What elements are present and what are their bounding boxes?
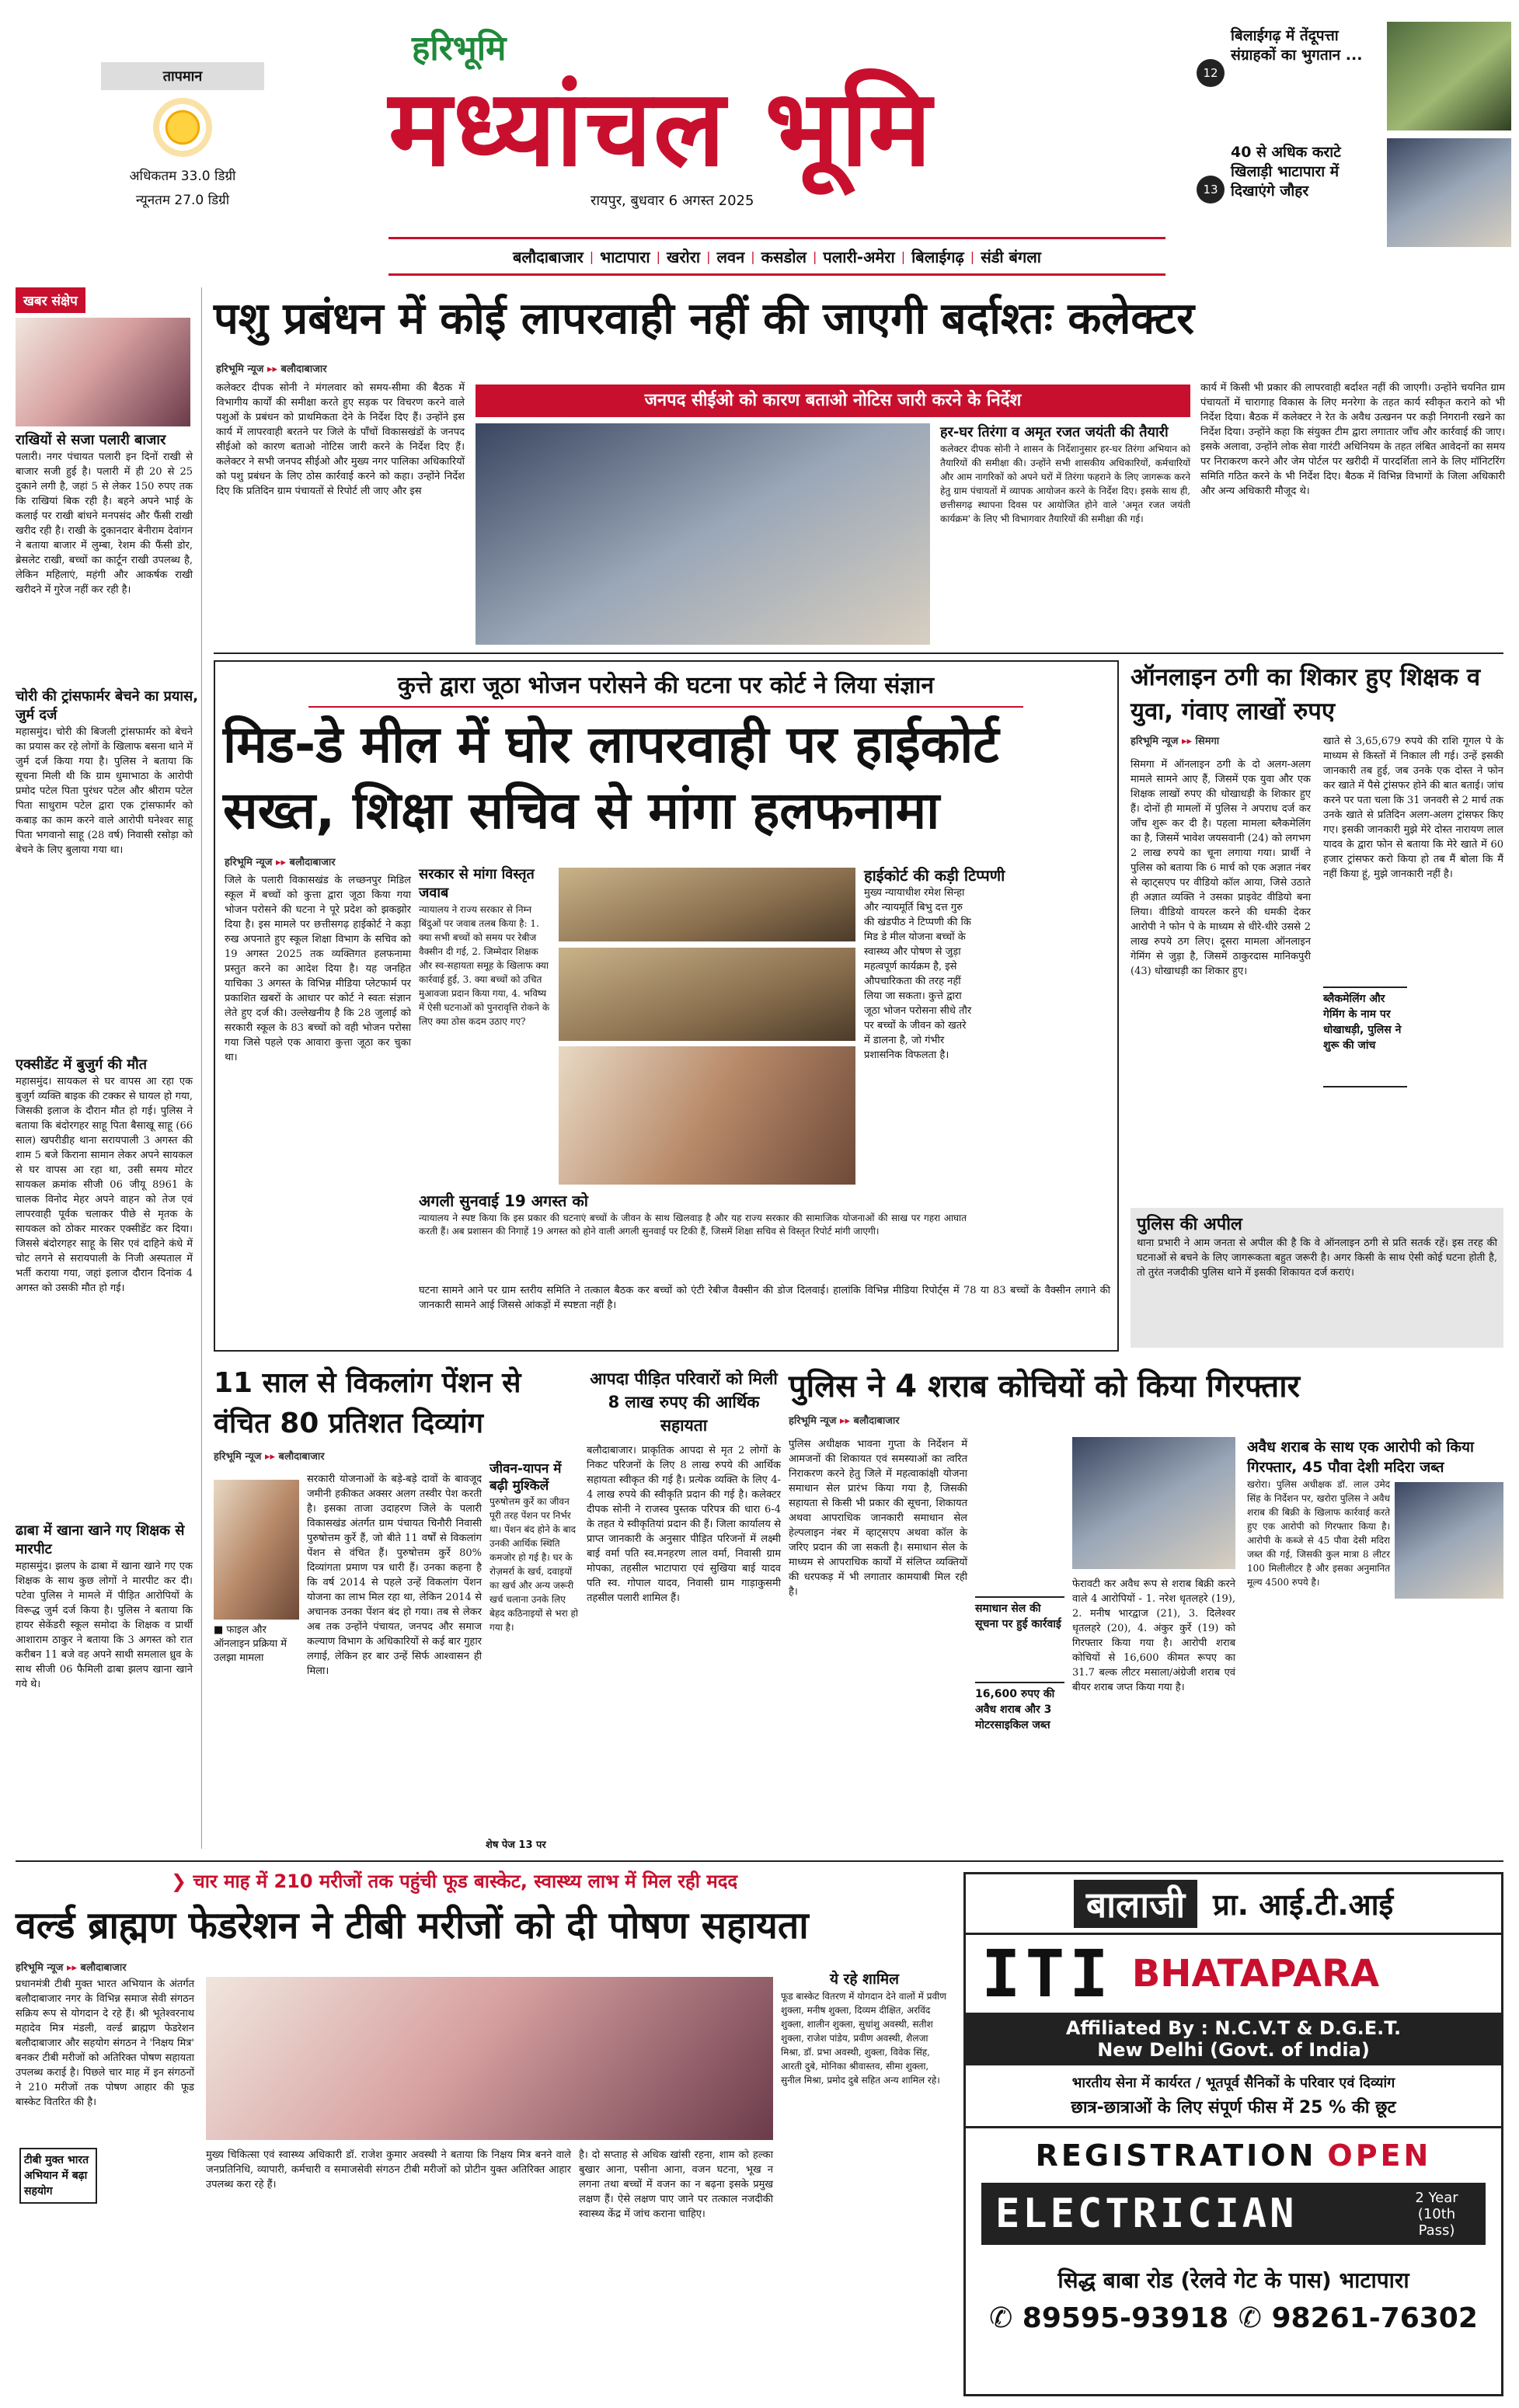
- relief-body: बलौदाबाजार। प्राकृतिक आपदा से मृत 2 लोगों के निकट परिजनों के लिए 8 लाख रुपये की आर्थिक सहायता स्वीकृत की गई है। प्रत्येक व्यक्ति के लिए 4-4 लाख रुपये की स्वीकृति प्रदान की गई है। कलेक्टर दीपक सोनी ने राजस्व पुस्तक परिपत्र की धारा 6-4 के तहत ये स्वीकृतियां प्रदान की हैं। जिला कार्यालय से प्राप्त जानकारी के अनुसार पीड़ित परिजनों में लक्ष्मी बाई वर्मा पति स्व.मनहरण लाल वर्मा, निवासी ग्राम मोपका, तहसील भाटापारा एवं सुखिया बाई यादव पति स्व. गोपाल यादव, निवासी ग्राम गाड़ाकुसमी तहसील पलारी शामिल हैं।: [587, 1445, 785, 1604]
- teaser-2[interactable]: [1197, 138, 1511, 251]
- tb-kicker: [171, 1868, 948, 1894]
- pension-box-body: पुरुषोत्तम कुर्रे का जीवन पूरी तरह पेंशन पर निर्भर था। पेंशन बंद होने के बाद उनकी आर्थिक स्थिति कमजोर हो गई है। घर के रोज़मर्रा के खर्च, दवाइयों का खर्च और अन्य जरूरी खर्च चलाना उनके लिए बेहद कठिनाइयों से भरा हो गया है।: [489, 1496, 581, 1633]
- brief-body: महासमुंद। चोरी की बिजली ट्रांसफार्मर को बेचने का प्रयास कर रहे लोगों के खिलाफ बसना थाने में जुर्म दर्ज किया गया है। पुलिस ने बताया कि सूचना मिली थी कि ग्राम धुमाभाठा के आरोपी प्रमोद पटेल पिता पुरंधर पटेल और श्रीराम पटेल पिता साधुराम पटेल द्वारा एक ट्रांसफार्मर को कबाड़ का काम करने वाले आरोपी घनेश्वर साहू पिता भगवानो साहू (28 वर्ष) निवासी रसोड़ा को बेचने के लिए बुलाया गया था।: [16, 726, 197, 856]
- ad-offer-1: भारतीय सेना में कार्यरत / भूतपूर्व सैनिकों के परिवार एवं दिव्यांग: [1071, 2075, 1395, 2091]
- pension-life-box: [489, 1460, 579, 1841]
- ad-phones: [966, 2302, 1501, 2334]
- teaser-1[interactable]: [1197, 22, 1511, 134]
- tb-list-box: [781, 1969, 948, 2389]
- lead-body-right: कार्य में किसी भी प्रकार की लापरवाही बर्दाश्त नहीं की जाएगी। उन्होंने चयनित ग्राम पंचायतों में चारागाह विकास के लिए मनरेगा के तहत कार्य स्वीकृत कराने को भी निर्देश दिया। बैठक में कलेक्टर ने रेत के अवैध उत्खनन पर कड़ी निगरानी रखने का निर्देश दिया। उन्होंने कहा कि संयुक्त टीम द्वारा लगातार जाँच और कार्रवाई की जाए। इसके अलावा, उन्होंने लोक सेवा गारंटी अधिनियम के तहत लंबित आवेदनों का समय पर निराकरण करने और जेम पोर्टल पर खरीदी में पारदर्शिता लाने के लिए मॉनिटरिंग समिति गठित करने के भी निर्देश दिए। बैठक में विभिन्न विभागों के जिला अधिकारी और अन्य अधिकारी मौजूद थे।: [1200, 382, 1509, 497]
- news-brief-sidebar: [16, 287, 202, 1849]
- tb-byline: हरिभूमि न्यूज ▸▸ बलौदाबाजार: [16, 1962, 127, 1974]
- police-photo: [1395, 1482, 1503, 1599]
- byline-place: बलौदाबाजार: [278, 1451, 325, 1463]
- weather-box: [101, 62, 264, 233]
- liquor-side-story: [1247, 1437, 1503, 1849]
- school-kitchen-photo: [559, 1046, 855, 1185]
- tb-pull-quote: टीबी मुक्त भारत अभियान में बढ़ा सहयोग: [19, 2148, 97, 2204]
- midday-box-body: न्यायालय ने राज्य सरकार से निम्न बिंदुओं पर जवाब तलब किया है: 1. क्या सभी बच्चों को समय पर रेबीज वैक्सीन दी गई, 2. जिम्मेदार शिक्षक और स्व-सहायता समूह के खिलाफ क्या कार्रवाई हुई, 3. क्या बच्चों को उचित मुआवजा प्रदान किया गया, 4. भविष्य में ऐसी घटनाओं को पुनरावृत्ति रोकने के लिए क्या ठोस कदम उठाए गए?: [419, 904, 552, 1027]
- lead-body-1: कलेक्टर दीपक सोनी ने मंगलवार को समय-सीमा की बैठक में विभागीय कार्यों की समीक्षा करते हुए सड़क पर विचरण करने वाले पशुओं के प्रबंधन को प्राथमिकता देने के निर्देश दिए हैं। उन्होंने इस कार्य में लापरवाही बरतने पर जिले के पाँचों विकासखंडों के जनपद सीईओ को कारण बताओ नोटिस जारी करने के निर्देश दिए हैं। कलेक्टर ने सभी जनपद सीईओ और मुख्य नगर पालिका अधिकारियों को पशु प्रबंधन के लिए ठोस कार्रवाई करने को कहा। उन्होंने निर्देश दिए कि प्रतिदिन ग्राम पंचायतों से रिपोर्ट ली जाए और इस: [216, 382, 469, 497]
- masthead-title: मध्यांचल भूमि: [388, 66, 933, 190]
- chevron-down-icon: ❯: [171, 1870, 193, 1892]
- iti-advertisement[interactable]: [963, 1872, 1503, 2396]
- midday-question-box: [419, 865, 551, 1184]
- tb-side-col: है। दो सप्ताह से अधिक खांसी रहना, शाम को हल्का बुखार आना, पसीना आना, वजन घटना, भूख न लगना तथा बच्चों में वजन का न बढ़ना इसके प्रमुख लक्षण हैं। ऐसे लक्षण पाए जाने पर तत्काल नजदीकी स्वास्थ्य केंद्र में जांच कराना चाहिए।: [579, 2149, 777, 2220]
- dateline: रायपुर, बुधवार 6 अगस्त 2025: [591, 193, 754, 209]
- brief-body: महासमुंद। सायकल से घर वापस आ रहा एक बुजुर्ग व्यक्ति बाइक की टक्कर से घायल हो गया, जिसकी इलाज के दौरान मौत हो गई। पुलिस ने बताया कि बंदोरगहर साहू पिता बैसाखू साहू (66 साल) खपरीडीह थाना सरायपाली 3 अगस्त की शाम 5 बजे किराना सामान लेकर अपने सायकल से घर वापस आ रहा था, उसी समय मोटर सायकल क्रमांक सीजी 06 जीयू 8961 के चालक विनोद मेहर अपने वाहन को तेज एवं लापरवाही पूर्वक चलाकर पीछे से मृतक के सायकल को ठोकर मारकर एक्सीडेंट कर दिया। जिससे बंदोरगहर साहू के सिर एवं दाहिने कंधे में चोट लगने से सरायपाली के निजी अस्पताल में भर्ती कराया गया, जहां इलाज दौरान दिनांक 4 अगस्त को उसकी मौत हो गई।: [16, 1076, 197, 1294]
- ad-offer-2: छात्र-छात्राओं के लिए संपूर्ण फीस में 25 % की छूट: [1071, 2098, 1396, 2117]
- midday-story: [214, 660, 1119, 1352]
- relief-headline: आपदा पीड़ित परिवारों को मिली 8 लाख रुपए की आर्थिक सहायता: [590, 1369, 778, 1435]
- liquor-body: पुलिस अधीक्षक भावना गुप्ता के निर्देशन में आमजनों की शिकायत एवं समस्याओं का त्वरित निराकरण करने हेतु जिले में महत्वाकांक्षी योजना समाधान सेल प्रारंभ किया गया है, जिसकी सहायता से किसी भी प्रकार की सूचना, शिकायत अथवा आपराधिक जानकारी समाधान सेल हेल्पलाइन नंबर में व्हाट्सएप अथवा कॉल के जरिए प्रदान की जा सकती है। समाधान सेल के माध्यम से आपराधिक कार्यों में संलिप्त व्यक्तियों की धरपकड़ में भी लगातार कामयाबी मिल रही है।: [789, 1439, 971, 1598]
- liquor-story: [789, 1363, 1503, 1853]
- ad-name-suffix: प्रा. आई.टी.आई: [1213, 1887, 1394, 1922]
- nav-item[interactable]: बिलाईगढ़: [911, 247, 964, 266]
- pension-caption: [214, 1623, 299, 1665]
- byline-place: बलौदाबाजार: [289, 857, 336, 868]
- midday-body-1: जिले के पलारी विकासखंड के लच्छनपुर मिडिल स्कूल में बच्चों को कुत्ता द्वारा जूठा किया गया भोजन परोसने की घटना ने पूरे प्रदेश को झकझोर दिया है। इस मामले पर छत्तीसगढ़ हाईकोर्ट ने कड़ा रुख अपनाते हुए स्कूल शिक्षा विभाग के सचिव को 19 अगस्त 2025 तक व्यक्तिगत हलफनामा प्रस्तुत करने का आदेश दिया है। यह जनहित याचिका 3 अगस्त के विभिन्न मीडिया प्लेटफार्म पर प्रकाशित खबरों के आधार पर कोर्ट ने स्वतः संज्ञान लेते हुए दर्ज की। उल्लेखनीय है कि 28 जुलाई को सरकारी स्कूल के 83 बच्चों को वही भोजन परोसा गया जिसे पहले एक आवारा कुत्ता जूठा कर चुका था।: [225, 875, 415, 1063]
- next-hearing-body: न्यायालय ने स्पष्ट किया कि इस प्रकार की घटनाएं बच्चों के जीवन के साथ खिलवाड़ है और यह राज्य सरकार की सामाजिक योजनाओं की साख पर गहरा आघात करती हैं। अब प्रशासन की निगाहें 19 अगस्त को होने वाली अगली सुनवाई पर टिकी हैं, जिसमें शिक्षा सचिव से विस्तृत रिपोर्ट मांगी जाएगी।: [419, 1213, 970, 1237]
- masthead: [388, 23, 1134, 233]
- nav-item[interactable]: लवन: [716, 247, 745, 266]
- byline-source: हरिभूमि न्यूज: [214, 1451, 262, 1463]
- arrest-photo: [1072, 1437, 1235, 1569]
- byline-source: हरिभूमि न्यूज: [1131, 736, 1179, 747]
- pension-box-title: जीवन-यापन में बढ़ी मुश्किलें: [489, 1461, 562, 1494]
- relief-story: [587, 1367, 785, 1853]
- brief-body: पलारी। नगर पंचायत पलारी इन दिनों राखी से बाजार सजी हुई है। पलारी में ही 20 से 25 दुकाने लगी है, जहां 5 से लेकर 150 रुपए तक कि राखियां बिक रही है। बहने अपने भाई के कलाई पर राखी बांधने मनपसंद और फैंसी राखी खरीद रही है। राखी के दुकानदार बेनीराम देवांगन ने बताया बाजार में लुम्बा, रेशम की फैंसी डोर, ब्रेसलेट राखी, बच्चों का कार्टून राखी उपलब्ध है, लेकिन महिलाएं, महंगी और आकर्षक राखी खरीदने में गुरेज नहीं कर रही है।: [16, 451, 197, 596]
- midday-foot: घटना सामने आने पर ग्राम स्तरीय समिति ने तत्काल बैठक कर बच्चों को एंटी रेबीज वैक्सीन की डोज दिलवाई। हालांकि विभिन्न मीडिया रिपोर्ट्स में 78 या 83 बच्चों के वैक्सीन लगाने की जानकारी सामने आई जिससे आंकड़ों में स्पष्टता नहीं है।: [419, 1285, 1114, 1311]
- tb-headline: वर्ल्ड ब्राह्मण फेडरेशन ने टीबी मरीजों को दी पोषण सहायता: [16, 1904, 809, 1947]
- lead-band: जनपद सीईओ को कारण बताओ नोटिस जारी करने के निर्देश: [476, 385, 1190, 417]
- nav-item[interactable]: खरोरा: [666, 247, 701, 266]
- byline-place: बलौदाबाजार: [853, 1415, 900, 1427]
- sidebar-label: खबर संक्षेप: [16, 287, 85, 313]
- dog-photo: [559, 948, 855, 1041]
- rakhi-photo: [16, 318, 190, 426]
- pension-body: सरकारी योजनाओं के बड़े-बड़े दावों के बावजूद जमीनी हकीकत अक्सर अलग तस्वीर पेश करती है। इसका ताजा उदाहरण जिले के पलारी विकासखंड अंतर्गत ग्राम पंचायत चिनौरी निवासी पुरुषोत्तम कुर्रे हैं, जो बीते 11 वर्षों से विकलांग पेंशन से वंचित हैं। पुरुषोत्तम कुर्रे 80% दिव्यांगता प्रमाण पत्र धारी हैं। उनका कहना है कि वर्ष 2014 से पहले उन्हें विकलांग पेंशन योजना का लाभ मिल रहा था, लेकिन 2014 से अचानक उनका पेंशन बंद हो गया। तब से लेकर अब तक उन्होंने पंचायत, जनपद और समाज कल्याण विभाग के अधिकारियों से कई बार गुहार लगाई, लेकिन हर बार उन्हें सिर्फ आश्वासन ही मिला।: [307, 1474, 486, 1677]
- byline-place: बलौदाबाजार: [80, 1962, 127, 1974]
- lead-meeting-photo: [476, 423, 930, 645]
- tb-body: प्रधानमंत्री टीबी मुक्त भारत अभियान के अंतर्गत बलौदाबाजार नगर के विभिन्न समाज सेवी संगठन सक्रिय रूप से योगदान दे रहे हैं। श्री भूतेश्वरनाथ महादेव मित्र मंडली, वर्ल्ड ब्राह्मण फेडरेशन बलौदाबाजार और सहयोग संगठन ने 'निक्षय मित्र' बनकर टीबी मरीजों को अतिरिक्त पोषण सहायता उपलब्ध कराई है। पिछले चार माह में इन संगठनों ने 210 मरीजों तक पोषण आहार की फूड बास्केट वितरित की है।: [16, 1978, 198, 2108]
- ad-phone-1[interactable]: 89595-93918: [1022, 2302, 1229, 2334]
- tb-group-photo: [206, 1977, 773, 2140]
- next-hearing-box: [419, 1190, 970, 1275]
- ad-city: BHATAPARA: [1131, 1952, 1380, 1996]
- byline-place: सिमगा: [1195, 736, 1220, 747]
- pension-headline: 11 साल से विकलांग पेंशन से वंचित 80 प्रतिशत दिव्यांग: [214, 1367, 521, 1439]
- byline-source: हरिभूमि न्यूज: [225, 857, 273, 868]
- liquor-box-1: समाधान सेल की सूचना पर हुई कार्रवाई: [975, 1596, 1064, 1632]
- phone-icon: ✆: [989, 2302, 1023, 2334]
- fraud-pull-quote: ब्लैकमेलिंग और गेमिंग के नाम पर धोखाधड़ी, पुलिस ने शुरू की जांच: [1323, 987, 1407, 1087]
- brief-title: राखियों से सजा पलारी बाजार: [16, 432, 166, 448]
- brief-body: महासमुंद। झलप के ढाबा में खाना खाने गए एक शिक्षक के साथ कुछ लोगों ने मारपीट कर दी। पटेवा पुलिस ने मामले में पीड़ित आरोपियों के विरूद्ध जुर्म दर्ज किया है। पुलिस ने बताया कि हायर सेकेंडरी स्कूल समोदा के शिक्षक व प्रार्थी आशाराम ठाकुर ने बताया कि 3 अगस्त को रात करीबन 11 बजे वह अपने साथी समलाल ध्रुव के साथ सीजी 06 फैमिली ढाबा झलप खाना खाने गये थे।: [16, 1561, 197, 1690]
- byline-source: हरिभूमि न्यूज: [789, 1415, 837, 1427]
- ad-affil-1: Affiliated By : N.C.V.T & D.G.E.T.: [1065, 2017, 1402, 2039]
- byline-place: बलौदाबाजार: [280, 364, 327, 375]
- fraud-body-1: सिमगा में ऑनलाइन ठगी के दो अलग-अलग मामले सामने आए हैं, जिसमें एक युवा और एक शिक्षक लाखों रुपए की धोखाधड़ी के शिकार हुए हैं। दोनों ही मामलों में पुलिस ने अपराध दर्ज कर जाँच शुरू कर दी है। पहला मामला ब्लैकमेलिंग का है, जिसमें भावेश जयसवानी (24) को लगभग 2 लाख रुपये का चूना लगाया गया। प्रार्थी ने पुलिस को बताया कि 6 मार्च को एक अज्ञात नंबर से व्हाट्सएप पर वीडियो कॉल आया, जिसे उठाते ही अज्ञात व्यक्ति ने उसका प्राइवेट वीडियो बना लिया। वीडियो वायरल करने की धमकी देकर आरोपी ने फोन पे के माध्यम से धीरे-धीरे उससे 2 लाख रुपये ठग लिए। दूसरा मामला ऑनलाइन गेमिंग से जुड़ा है, जिसमें ठाकुरदास मानिकपुरी (43) धोखाधड़ी का शिकार हुए।: [1131, 759, 1315, 977]
- pension-photo: [214, 1480, 299, 1620]
- nav-item[interactable]: बलौदाबाजार: [513, 247, 584, 266]
- teaser-text: बिलाईगढ़ में तेंदूपत्ता संग्राहकों का भुगतान ...: [1231, 27, 1363, 64]
- lead-side-body: कलेक्टर दीपक सोनी ने शासन के निर्देशानुसार हर-घर तिरंगा अभियान को तैयारियों की समीक्षा की। उन्होंने सभी शासकीय अधिकारियों, कर्मचारियों और आम नागरिकों को अपने घरों में तिरंगा फहराने के लिए जागरूक करने हेतु ग्राम पंचायतों में व्यापक आयोजन करने के निर्देश दिए। इसके साथ ही, छत्तीसगढ़ स्थापना दिवस पर आयोजित होने वाले 'अमृत रजत जयंती कार्यक्रम' के लिए भी विभागवार तैयारियों की समीक्षा की गई।: [940, 444, 1193, 524]
- ad-phone-2[interactable]: 98261-76302: [1271, 2302, 1478, 2334]
- liquor-box-2: 16,600 रुपए की अवैध शराब और 3 मोटरसाइकिल जब्त: [975, 1682, 1064, 1733]
- fraud-headline: ऑनलाइन ठगी का शिकार हुए शिक्षक व युवा, गंवाए लाखों रुपए: [1131, 663, 1481, 726]
- pension-story: [214, 1363, 579, 1853]
- brief-title: एक्सीडेंट में बुजुर्ग की मौत: [16, 1056, 147, 1073]
- tb-list-title: ये रहे शामिल: [829, 1971, 900, 1988]
- location-nav: बलौदाबाजार | भाटापारा | खरोरा | लवन | कसडोल | पलारी-अमेरा | बिलाईगढ़ | संडी बंगला: [388, 237, 1165, 276]
- divider: [214, 652, 1503, 654]
- ad-title-row: [966, 1874, 1501, 1935]
- ad-iti-row: [966, 1935, 1501, 2013]
- pension-caption-text: फाइल और ऑनलाइन प्रक्रिया में उलझा मामला: [214, 1624, 287, 1664]
- divider: [16, 1860, 1503, 1862]
- police-appeal-body: थाना प्रभारी ने आम जनता से अपील की है कि वे ऑनलाइन ठगी से प्रति सतर्क रहें। इस तरह की घटनाओं से बचने के लिए जागरूकता बहुत जरूरी है। अगर किसी के साथ ऐसी कोई घटना होती है, तो तुरंत नजदीकी पुलिस थाने में इसकी शिकायत दर्ज कराएं।: [1137, 1237, 1501, 1279]
- teaser-photo: [1387, 138, 1511, 247]
- ad-trade: ELECTRICIAN: [995, 2191, 1298, 2237]
- brief-title: चोरी की ट्रांसफार्मर बेचने का प्रयास, जुर्म दर्ज: [16, 688, 199, 723]
- weather-min: न्यूनतम 27.0 डिग्री: [135, 193, 230, 208]
- ad-trade-row: [981, 2183, 1486, 2245]
- brand-logo: हरिभूमि: [412, 29, 507, 68]
- tb-body-2: मुख्य चिकित्सा एवं स्वास्थ्य अधिकारी डॉ. राजेश कुमार अवस्थी ने बताया कि निक्षय मित्र बनने वाले जनप्रतिनिधि, व्यापारी, कर्मचारी व समाजसेवी संगठन टीबी मरीजों को प्रोटीन युक्त अतिरिक्त आहार उपलब्ध करा रहे हैं।: [206, 2149, 575, 2191]
- ad-affil-2: New Delhi (Govt. of India): [1097, 2039, 1370, 2061]
- pension-byline: हरिभूमि न्यूज ▸▸ बलौदाबाजार: [214, 1451, 325, 1463]
- liquor-side-body: खरोरा। पुलिस अधीक्षक डॉ. लाल उमेद सिंह के निर्देशन पर, खरोरा पुलिस ने अवैध शराब की बिक्री के खिलाफ कार्रवाई करते हुए एक आरोपी को गिरफ्तार किया है। आरोपी के कब्जे से 45 पौवा देसी मदिरा जब्त की गई, जिसकी कुल मात्रा 8 लीटर 100 मिलीलीटर है और इसका अनुमानित मूल्य 4500 रुपये है।: [1247, 1479, 1393, 1588]
- teaser-photo: [1387, 22, 1511, 130]
- lead-side-box: [940, 423, 1193, 645]
- fraud-byline: हरिभूमि न्यूज ▸▸ सिमगा: [1131, 736, 1220, 747]
- ad-iti: ITI: [981, 1936, 1113, 2012]
- sun-icon: [159, 104, 206, 151]
- midday-kicker: कुत्ते द्वारा जूठा भोजन परोसने की घटना पर कोर्ट ने लिया संज्ञान: [308, 668, 1023, 708]
- tb-story: [16, 1868, 948, 2396]
- lead-headline: पशु प्रबंधन में कोई लापरवाही नहीं की जाएगी बर्दाश्तः कलेक्टर: [214, 294, 1195, 344]
- ad-duration: 2 Year (10th Pass): [1415, 2189, 1458, 2239]
- lead-byline: हरिभूमि न्यूज ▸▸ बलौदाबाजार: [216, 364, 327, 375]
- ad-open: OPEN: [1327, 2138, 1432, 2173]
- teaser-page-badge: 13: [1197, 176, 1225, 204]
- liquor-byline: हरिभूमि न्यूज ▸▸ बलौदाबाजार: [789, 1415, 900, 1427]
- newspaper-clip-photo: [559, 868, 855, 941]
- weather-max: अधिकतम 33.0 डिग्री: [129, 169, 236, 184]
- police-appeal-title: पुलिस की अपील: [1137, 1215, 1242, 1234]
- brief-title: ढाबा में खाना खाने गए शिक्षक से मारपीट: [16, 1522, 185, 1557]
- midday-byline: हरिभूमि न्यूज ▸▸ बलौदाबाजार: [225, 857, 336, 868]
- hc-title: हाईकोर्ट की कड़ी टिप्पणी: [864, 866, 1005, 885]
- police-appeal-box: [1131, 1208, 1503, 1348]
- byline-source: हरिभूमि न्यूज: [216, 364, 264, 375]
- ad-name: बालाजी: [1074, 1880, 1197, 1928]
- midday-headline-1: मिड-डे मील में घोर लापरवाही पर हाईकोर्ट: [223, 715, 999, 774]
- ad-address: सिद्ध बाबा रोड (रेलवे गेट के पास) भाटापारा: [1057, 2267, 1409, 2293]
- ad-registration: [966, 2128, 1501, 2183]
- nav-item[interactable]: संडी बंगला: [981, 247, 1041, 266]
- liquor-body-2: फेरावटी कर अवैध रूप से शराब बिक्री करने वाले 4 आरोपियों - 1. नरेश धृतलहरे (19), 2. मनीष भारद्वाज (21), 3. दिलेश्वर धृतलहरे (20), 4. अंकुर कुर्रे (19) को गिरफ्तार किया गया है। आरोपी शराब कोचियों से 16,600 कीमत रूपए का 31.7 बल्क लीटर मसाला/अंग्रेजी शराब एवं बीयर शराब जप्त किया गया है।: [1072, 1578, 1239, 1693]
- midday-headline-2: सख्त, शिक्षा सचिव से मांगा हलफनामा: [223, 781, 940, 840]
- ad-affiliation: [966, 2013, 1501, 2065]
- liquor-side-title: अवैध शराब के साथ एक आरोपी को किया गिरफ्तार, 45 पौवा देशी मदिरा जब्त: [1247, 1439, 1474, 1476]
- pension-continued[interactable]: शेष पेज 13 पर: [486, 1839, 546, 1851]
- tb-list-body: फूड बास्केट वितरण में योगदान देने वालों में प्रवीण शुक्ला, मनीष शुक्ला, दिव्यम दीक्षित, अरविंद शुक्ला, शालीन शुक्ला, सुधांशु अवस्थी, सतीश शुक्ला, राजेश पांडेय, प्रवीण अवस्थी, शैलजा मिश्रा, डॉ. प्रभा अवस्थी, शुक्ला, विवेक सिंह, आरती दुबे, मोनिका श्रीवास्तव, सीमा शुक्ला, सुनील मिश्रा, प्रमोद दुबे सहित अन्य शामिल रहे।: [781, 1991, 949, 2086]
- byline-source: हरिभूमि न्यूज: [16, 1962, 64, 1974]
- ad-reg: REGISTRATION: [1035, 2138, 1317, 2173]
- fraud-story: [1131, 660, 1507, 1352]
- phone-icon: ✆: [1238, 2302, 1272, 2334]
- liquor-headline: पुलिस ने 4 शराब कोचियों को किया गिरफ्तार: [789, 1369, 1300, 1404]
- teaser-text: 40 से अधिक कराटे खिलाड़ी भाटापारा में दिखाएंगे जौहर: [1231, 144, 1341, 200]
- nav-item[interactable]: कसडोल: [761, 247, 807, 266]
- ad-offer: [966, 2065, 1501, 2128]
- nav-item[interactable]: भाटापारा: [600, 247, 650, 266]
- weather-label: तापमान: [101, 62, 264, 90]
- bullet-icon: ■: [214, 1624, 227, 1636]
- next-hearing-title: अगली सुनवाई 19 अगस्त को: [419, 1192, 588, 1210]
- tb-kicker-text: चार माह में 210 मरीजों तक पहुंची फूड बास्केट, स्वास्थ्य लाभ में मिल रही मदद: [193, 1870, 738, 1892]
- nav-item[interactable]: पलारी-अमेरा: [823, 247, 895, 266]
- lead-side-title: हर-घर तिरंगा व अमृत रजत जयंती की तैयारी: [940, 424, 1169, 440]
- fraud-body-2: खाते से 3,65,679 रुपये की राशि गूगल पे के माध्यम से किस्तों में निकाल ली गई। उन्हें इसकी जानकारी तब हुई, जब उनके एक दोस्त ने फोन कर खाते में पैसे ट्रांसफर होने की बात बताई। जांच करने पर पता चला कि 31 जनवरी से 2 मार्च तक उनके खाते से प्रतिदिन अलग-अलग ट्रांसफर किए गए। इसकी जानकारी मुझे मेरे दोस्त नारायण लाल यादव के द्वारा फोन से बताया कि मेरे खाते में 60 हजार ट्रांसफर करो किया हो तब मैं बोला कि मैं नहीं किया हूं, मुझे जानकारी नहीं है।: [1323, 736, 1507, 880]
- midday-box-title: सरकार से मांगा विस्तृत जवाब: [419, 866, 535, 901]
- hc-body: मुख्य न्यायाधीश रमेश सिन्हा और न्यायमूर्ति बिभु दत्त गुरु की खंडपीठ ने टिप्पणी की कि मिड डे मील योजना बच्चों के स्वास्थ्य और पोषण से जुड़ा महत्वपूर्ण कार्यक्रम है, इसे औपचारिकता की तरह नहीं लिया जा सकता। कुत्ते द्वारा जूठा भोजन परोसना सीधे तौर पर बच्चों के जीवन को खतरे में डालना है, जो गंभीर प्रशासनिक विफलता है।: [864, 887, 975, 1061]
- teaser-page-badge: 12: [1197, 59, 1225, 87]
